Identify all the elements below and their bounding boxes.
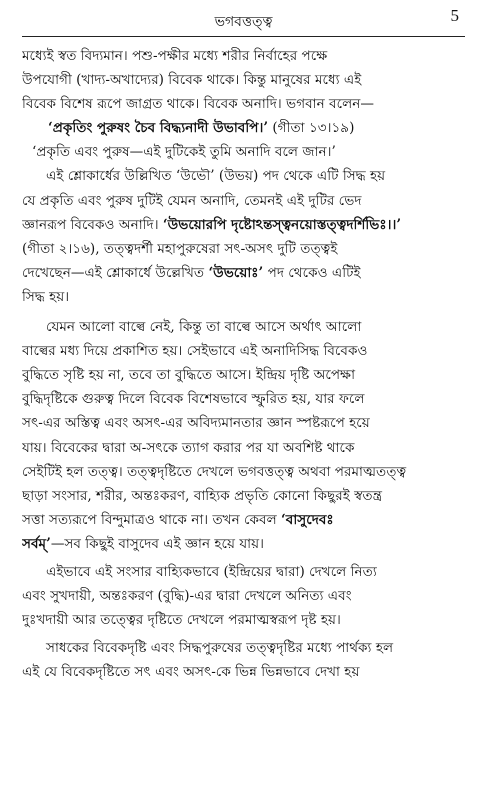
paragraph-4 <box>22 315 465 556</box>
text-line: এই যে বিবেকদৃষ্টিতে সৎ এবং অসৎ-কে ভিন্ন ভিন্নভাবে দেখা হয় <box>22 664 360 681</box>
text-line: বুদ্ধিদৃষ্টিকে গুরুত্ব দিলে বিবেক বিশেষভাবে স্ফুরিত হয়, যার ফলে <box>22 391 365 408</box>
text-line: যেমন আলো বাল্বে নেই, কিন্তু তা বাল্বে আসে অর্থাৎ আলো <box>46 319 362 336</box>
text-line: দুঃখদায়ী আর তত্ত্বের দৃষ্টিতে দেখলে পরমাত্মস্বরূপ দৃষ্ট হয়। <box>22 612 341 629</box>
paragraph-6 <box>22 636 465 684</box>
text-line <box>22 261 465 285</box>
text-line: বিবেক বিশেষ রূপে জাগ্রত থাকে। বিবেক অনাদি। ভগবান বলেন— <box>22 96 374 113</box>
text-line: সেইটিই হল তত্ত্ব। তত্ত্বদৃষ্টিতে দেখলে ভগবত্তত্ত্ব অথবা পরমাত্মতত্ত্ব <box>22 463 407 480</box>
line-text: জ্ঞানরূপ বিবেকও অনাদি। <box>22 216 163 233</box>
paragraph-3 <box>22 164 465 309</box>
text-line: বাল্বের মধ্য দিয়ে প্রকাশিত হয়। সেইভাবে এই অনাদিসিদ্ধ বিবেকও <box>22 343 368 360</box>
verse-block <box>22 116 465 140</box>
inline-quote: ‘বাসুদেবঃ <box>281 511 334 528</box>
line-text: —সব কিছুই বাসুদেব এই জ্ঞান হয়ে যায়। <box>50 535 264 552</box>
running-header <box>22 6 465 34</box>
text-line <box>22 213 465 237</box>
text-line: যে প্রকৃতি এবং পুরুষ দুটিই যেমন অনাদি, তেমনই এই দুটির ভেদ <box>22 192 362 209</box>
header-title: ভগবত্তত্ত্ব <box>214 14 273 30</box>
body-text <box>22 44 465 684</box>
text-line: যায়। বিবেকের দ্বারা অ-সৎকে ত্যাগ করার পর যা অবশিষ্ট থাকে <box>22 439 355 456</box>
line-text: সত্তা সত্যরূপে বিন্দুমাত্রও থাকে না। তখন কেবল <box>22 511 282 528</box>
text-line: সাধকের বিবেকদৃষ্টি এবং সিদ্ধপুরুষের তত্ত্বদৃষ্টির মধ্যে পার্থক্য হল <box>46 640 394 657</box>
text-line: মধ্যেই স্বত বিদ্যমান। পশু-পক্ষীর মধ্যে শরীর নির্বাহের পক্ষে <box>22 48 328 64</box>
inline-quote: ‘উভয়োরপি দৃষ্টোঽন্তস্ত্বনয়োস্তত্ত্বদর্শিভিঃ।।’ <box>162 216 402 233</box>
header-rule <box>22 36 465 37</box>
text-line: (গীতা ২।১৬), তত্ত্বদর্শী মহাপুরুষেরা সৎ-অসৎ দুটি তত্ত্বই <box>22 240 338 257</box>
paragraph-5 <box>22 560 465 632</box>
page-number: 5 <box>450 6 459 25</box>
inline-quote: সর্বম্’ <box>22 535 51 552</box>
text-line: উপযোগী (খাদ্য-অখাদ্যের) বিবেক থাকে। কিন্তু মানুষের মধ্যে এই <box>22 72 362 89</box>
text-line: এইভাবে এই সংসার বাহ্যিকভাবে (ইন্দ্রিয়ের দ্বারা) দেখলে নিত্য <box>46 563 377 580</box>
verse-line <box>48 116 465 140</box>
text-line <box>22 532 465 556</box>
text-line: এই শ্লোকার্ধের উল্লিখিত ‘উভৌ’ (উভয়) পদ থেকে এটি সিদ্ধ হয় <box>46 168 386 185</box>
text-line <box>22 508 465 532</box>
text-line: সিদ্ধ হয়। <box>22 288 70 305</box>
text-line: এবং সুখদায়ী, অন্তঃকরণ (বুদ্ধি)-এর দ্বারা দেখলে অনিত্য এবং <box>22 588 352 605</box>
text-line: বুদ্ধিতে সৃষ্টি হয় না, তবে তা বুদ্ধিতে আসে। ইন্দ্রিয় দৃষ্টি অপেক্ষা <box>22 367 356 384</box>
verse-reference: (গীতা ১৩।১৯) <box>268 120 355 137</box>
line-text: দেখেছেন—এই শ্লোকার্ধে উল্লেখিত <box>22 264 209 281</box>
text-line: সৎ-এর অস্তিত্ব এবং অসৎ-এর অবিদ্যমানতার জ্ঞান স্পষ্টরূপে হয়ে <box>22 415 370 432</box>
line-text: পদ থেকেও এটিই <box>263 264 361 281</box>
inline-quote: ‘উভয়োঃ’ <box>208 264 264 281</box>
text-line: ছাড়া সংসার, শরীর, অন্তঃকরণ, বাহ্যিক প্রভৃতি কোনো কিছুরই স্বতন্ত্র <box>22 487 383 504</box>
text-line: ‘প্রকৃতি এবং পুরুষ—এই দুটিকেই তুমি অনাদি বলে জান।’ <box>32 144 336 161</box>
verse-quote: ‘প্রকৃতিং পুরুষং চৈব বিদ্ধ্যনাদী উভাবপি।’ <box>48 120 269 137</box>
paragraph-1 <box>22 44 465 116</box>
verse-translation <box>22 140 465 164</box>
